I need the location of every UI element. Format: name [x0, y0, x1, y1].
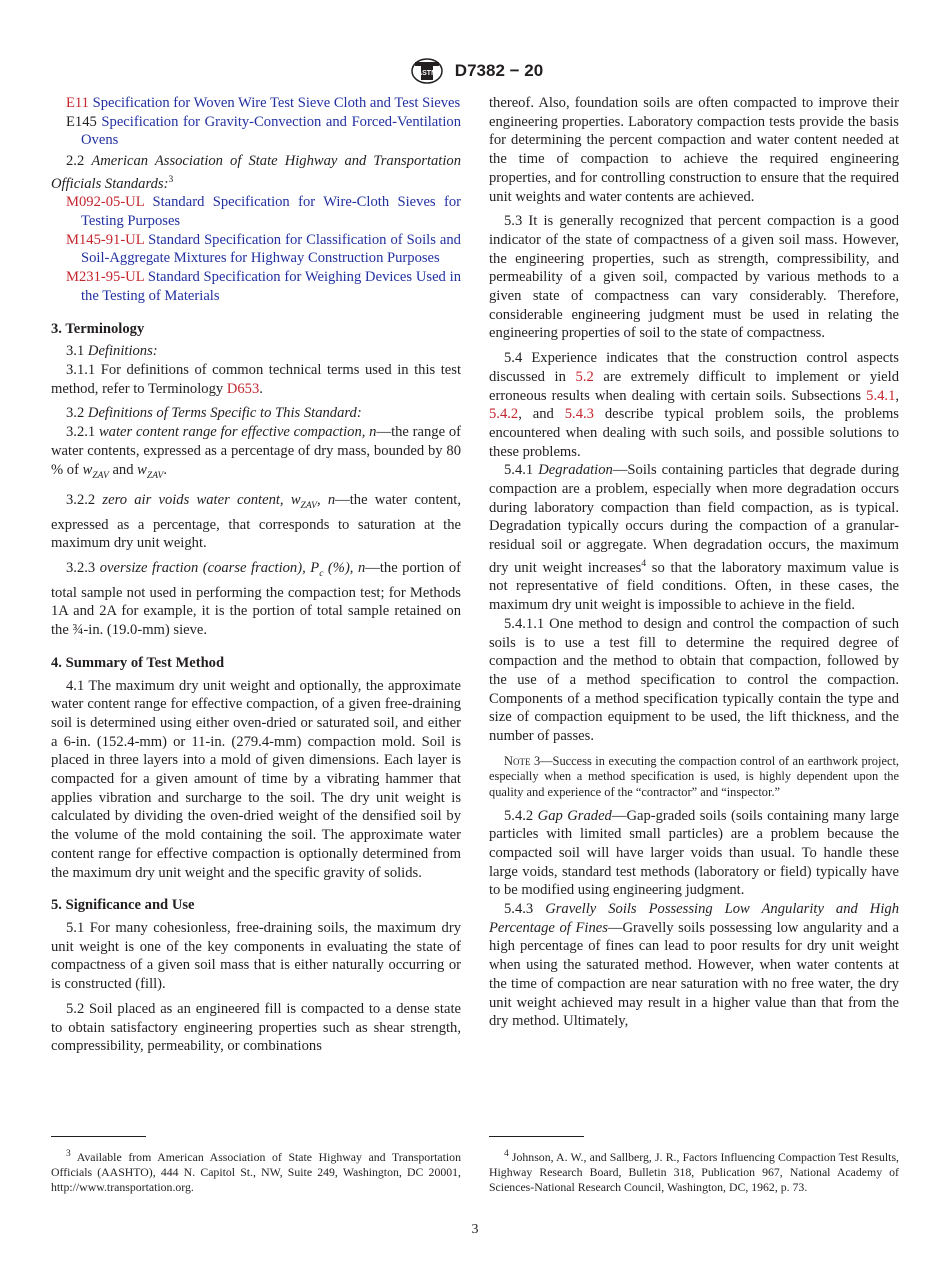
paragraph-5-2: 5.2 Soil placed as an engineered fill is compacted to a dense state to obtain satisfactory engineering properties such as shear strength, compressibility, permeability, or combinations: [51, 1000, 461, 1055]
reference-title-link[interactable]: Specification for Gravity-Convection and Forced-Ventilation Ovens: [81, 113, 461, 149]
paragraph-5-4-3: 5.4.3 Gravelly Soils Possessing Low Angularity and High Percentage of Fines—Gravelly soils possessing low angularity and a high percentage of fines can lead to poor results for dry unit weight when using the saturated method. However, when water contents at the time of compaction are near saturation with no free water, the dry unit weight achieved may result in a higher value than that from the dry method. Ultimately,: [489, 901, 899, 1030]
reference-e145: [51, 113, 461, 150]
reference-title-link[interactable]: Standard Specification for Weighing Devices Used in the Testing of Materials: [81, 269, 461, 304]
reference-m145: [51, 231, 461, 268]
reference-e11: [51, 94, 461, 113]
paragraph-3-2-1: 3.2.1 water content range for effective compaction, n—the range of water contents, expressed as a percentage of dry mass, bounded by 80 % of $w_{ZAV}$ and $w_{ZAV}$.: [51, 424, 461, 481]
paragraph-5-3: 5.3 It is generally recognized that percent compaction is a good indicator of the state of compactness of a given soil mass. However, the engineering properties, such as strength, compressibility, and permeability of a given soil, compacted by various methods to a given state of compactness can vary considerably. Therefore, considerable engineering judgment must be used in relating the engineering properties of soil to the state of compactness.: [489, 213, 899, 342]
page-header: [0, 58, 950, 84]
section-link[interactable]: 5.4.1: [866, 387, 896, 404]
footnote-ref[interactable]: 4: [641, 558, 647, 569]
paragraph-5-4: 5.4 Experience indicates that the construction control aspects discussed in 5.2 are extremely difficult to implement or yield erroneous results when dealing with certain soils. Subsections 5.4.1, 5.4.2, and 5.4.3 describe typical problem soils, the problems encountered when dealing with such soils, and possible solutions to these problems.: [489, 350, 900, 460]
paragraph-4-1: 4.1 The maximum dry unit weight and optionally, the approximate water content range for effective compaction, of a given free-draining soil is determined using either oven-dried or saturated soil, and either a 6-in. (152.4-mm) or 11-in. (279.4-mm) compaction mold. Soil is placed in three layers into a mold of given dimensions. Each layer is compacted for a given amount of time by a vibrating hammer that applies vibration and surcharge to the soil. The dry unit weight is calculated by dividing the oven-dried weight of the densified soil by the volume of the mold containing the soil. The approximate water content range for effective compaction is optionally determined from the maximum dry unit weight and the specific gravity of solids.: [51, 677, 461, 881]
paragraph-5-4-2: 5.4.2 Gap Graded—Gap-graded soils (soils containing many large particles with limited small particles) are a problem because the compacted soil will have larger voids than usual. To handle these large voids, standard test methods (laboratory or field) typically have to be modified using engineering judgment.: [489, 807, 899, 899]
right-column: [489, 94, 899, 1031]
section-link[interactable]: 5.4.2: [489, 406, 519, 423]
reference-title-link[interactable]: Standard Specification for Classification of Soils and Soil-Aggregate Mixtures for Highway Construction Purposes: [81, 231, 461, 267]
section-heading: 4. Summary of Test Method: [51, 654, 225, 671]
paragraph-3-2: 3.2 Definitions of Terms Specific to This Standard:: [66, 405, 362, 422]
section-heading: 5. Significance and Use: [51, 897, 195, 914]
paragraph-5-4-1: 5.4.1 Degradation—Soils containing particles that degrade during compaction are a problem, especially when more degradation occurs during laboratory compaction than field compaction, as is typical. Degradation typically occurs during the compaction of a granular-residual soil or aggregate. When degradation occurs, the maximum dry unit weight increases$^4$ so that the laboratory maximum value is not representative of field conditions. Often, in these cases, the maximum dry unit weight is impossible to achieve in the field.: [489, 462, 899, 614]
reference-title-link[interactable]: Specification for Woven Wire Test Sieve Cloth and Test Sieves: [92, 95, 461, 111]
footnote-3: $^3$ Available from American Association of State Highway and Transportation Officials (AASHTO), 444 N. Capitol St., NW, Suite 249, Washington, DC 20001, http://www.transportation.org.: [51, 1136, 461, 1195]
section-link[interactable]: 5.2: [575, 368, 594, 385]
document-id: D7382 − 20: [454, 61, 544, 80]
section-2-2: 2.2 American Association of State Highway and Transportation Officials Standards:$^3$: [51, 153, 461, 192]
svg-text:ASTM: ASTM: [416, 70, 437, 77]
paragraph-5-2-continued: thereof. Also, foundation soils are often compacted to improve their engineering properties. Laboratory compaction tests provide the basis for determining the percent compaction and water content needed at the time of compaction to achieve the required engineering properties, and for controlling construction to ensure that the required unit weights and water contents are achieved.: [489, 95, 899, 205]
paragraph-5-4-1-1: 5.4.1.1 One method to design and control the compaction of such soils is to use a test fill to determine the required degree of compaction and the method to obtain that compaction, followed by the use of a method specification to control the compaction. Components of a method specification typically contain the type and size of compaction equipment to be used, the lift thickness, and the number of passes.: [489, 615, 899, 745]
astm-logo: [407, 58, 447, 84]
paragraph-3-1-1: 3.1.1 For definitions of common technical terms used in this test method, refer to Terminology D653.: [51, 362, 461, 397]
paragraph-3-2-2: 3.2.2 zero air voids water content, $w_{ZAV}$, n—the water content, expressed as a percentage, that corresponds to saturation at the maximum dry unit weight.: [51, 492, 462, 552]
section-heading: 3. Terminology: [51, 320, 145, 337]
reference-code-link[interactable]: M092-05-UL: [66, 194, 145, 211]
terminology-link[interactable]: D653: [226, 380, 260, 397]
reference-code-link[interactable]: M231-95-UL: [66, 269, 145, 286]
page-number: 3: [471, 1222, 479, 1237]
reference-m231: [51, 268, 461, 305]
footnote-4: $^4$ Johnson, A. W., and Sallberg, J. R., Factors Influencing Compaction Test Results, Highway Research Board, Bulletin 318, Publication 967, National Academy of Sciences-National Research Council, Washington, DC, 1962, p. 73.: [489, 1136, 899, 1195]
reference-code: E145: [66, 113, 97, 130]
reference-code-link[interactable]: M145-91-UL: [66, 231, 145, 248]
footnote-divider: [489, 1136, 584, 1137]
footnote-divider: [51, 1136, 146, 1137]
note-3: Note 3—Success in executing the compaction control of an earthwork project, especially when a method specification is used, is highly dependent upon the quality and experience of the “contractor” and “inspector.”: [489, 753, 899, 799]
footnote-ref[interactable]: 3: [168, 174, 174, 185]
reference-title-link[interactable]: Standard Specification for Wire-Cloth Sieves for Testing Purposes: [81, 194, 461, 230]
paragraph-3-1: 3.1 Definitions:: [66, 343, 158, 360]
reference-code-link[interactable]: E11: [66, 95, 89, 111]
reference-m092: [51, 193, 461, 230]
paragraph-5-1: 5.1 For many cohesionless, free-draining soils, the maximum dry unit weight is one of the key components in evaluating the state of compactness of a given soil mass that is either naturally occurring or is constructed (fill).: [51, 920, 461, 993]
left-column: [51, 94, 461, 1056]
paragraph-3-2-3: 3.2.3 oversize fraction (coarse fraction), $P_c$ (%), n—the portion of total sample not used in performing the compaction test; for Methods 1A and 2A for example, it is the portion of total sample retained on the ¾-in. (19.0-mm) sieve.: [51, 560, 461, 639]
section-link[interactable]: 5.4.3: [564, 406, 594, 423]
